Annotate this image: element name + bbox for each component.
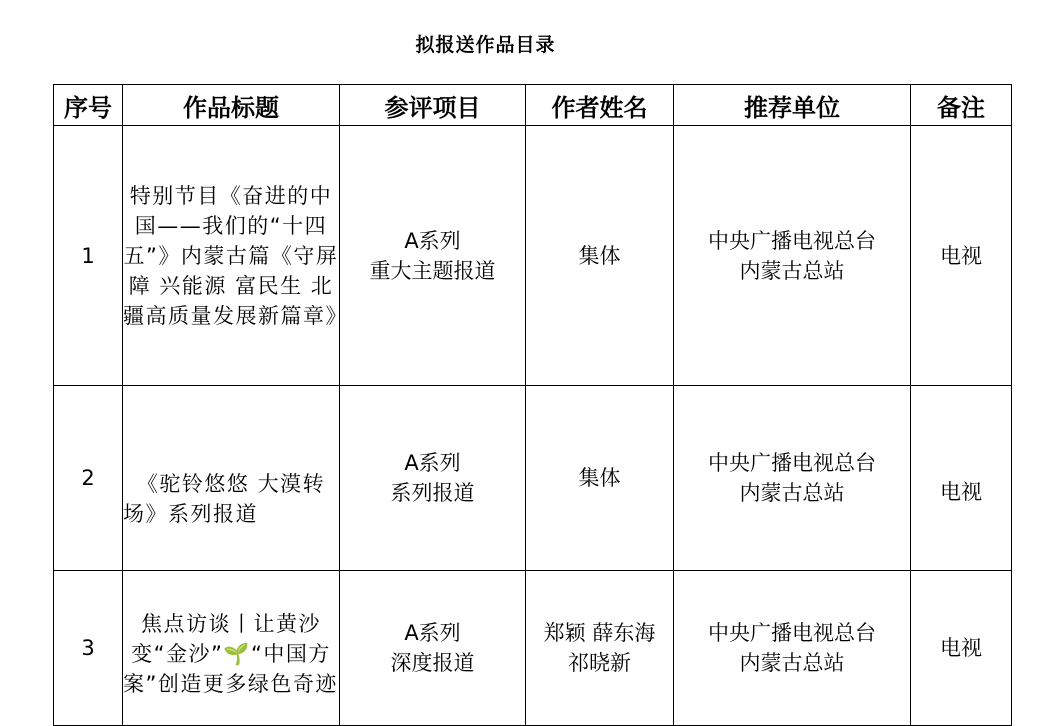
- header-unit: 推荐单位: [674, 85, 911, 126]
- cell-unit: [674, 386, 911, 571]
- cell-author: [526, 571, 674, 726]
- header-category: 参评项目: [340, 85, 526, 126]
- cell-seq: 1: [54, 126, 123, 386]
- cell-title: 《驼铃悠悠 大漠转场》系列报道: [123, 386, 340, 571]
- category-type: 重大主题报道: [369, 258, 496, 283]
- category-series: A系列: [404, 451, 461, 475]
- cell-note: 电视: [911, 386, 1012, 571]
- unit-org: 中央广播电视总台: [708, 621, 876, 645]
- header-row: [54, 85, 1012, 126]
- author-name: 祁晓新: [568, 651, 631, 675]
- cell-note: 电视: [911, 126, 1012, 386]
- header-title: 作品标题: [123, 85, 340, 126]
- cell-note: 电视: [911, 571, 1012, 726]
- author-name: 集体: [578, 466, 621, 490]
- cell-unit: [674, 571, 911, 726]
- unit-station: 内蒙古总站: [739, 481, 845, 505]
- header-seq: 序号: [54, 85, 123, 126]
- cell-seq: 2: [54, 386, 123, 571]
- cell-author: [526, 386, 674, 571]
- author-name: 集体: [578, 243, 621, 268]
- cell-title: 焦点访谈丨让黄沙变“金沙”🌱“中国方案”创造更多绿色奇迹: [123, 571, 340, 726]
- category-series: A系列: [404, 228, 461, 253]
- category-series: A系列: [404, 621, 461, 645]
- unit-station: 内蒙古总站: [739, 258, 845, 283]
- table-row: [54, 386, 1012, 571]
- header-author: 作者姓名: [526, 85, 674, 126]
- cell-category: [340, 386, 526, 571]
- unit-org: 中央广播电视总台: [708, 451, 876, 475]
- author-name: 郑颖 薛东海: [543, 621, 656, 645]
- cell-category: [340, 126, 526, 386]
- catalog-table: [53, 84, 1012, 726]
- cell-category: [340, 571, 526, 726]
- header-note: 备注: [911, 85, 1012, 126]
- table-row: [54, 571, 1012, 726]
- unit-org: 中央广播电视总台: [708, 228, 876, 253]
- page-title: 拟报送作品目录: [415, 34, 556, 56]
- table-row: [54, 126, 1012, 386]
- unit-station: 内蒙古总站: [739, 651, 845, 675]
- cell-seq: 3: [54, 571, 123, 726]
- cell-unit: [674, 126, 911, 386]
- category-type: 系列报道: [390, 481, 475, 505]
- cell-title: 特别节目《奋进的中国——我们的“十四五”》内蒙古篇《守屏障 兴能源 富民生 北疆高质量发展新篇章》: [123, 126, 340, 386]
- category-type: 深度报道: [390, 651, 475, 675]
- cell-author: [526, 126, 674, 386]
